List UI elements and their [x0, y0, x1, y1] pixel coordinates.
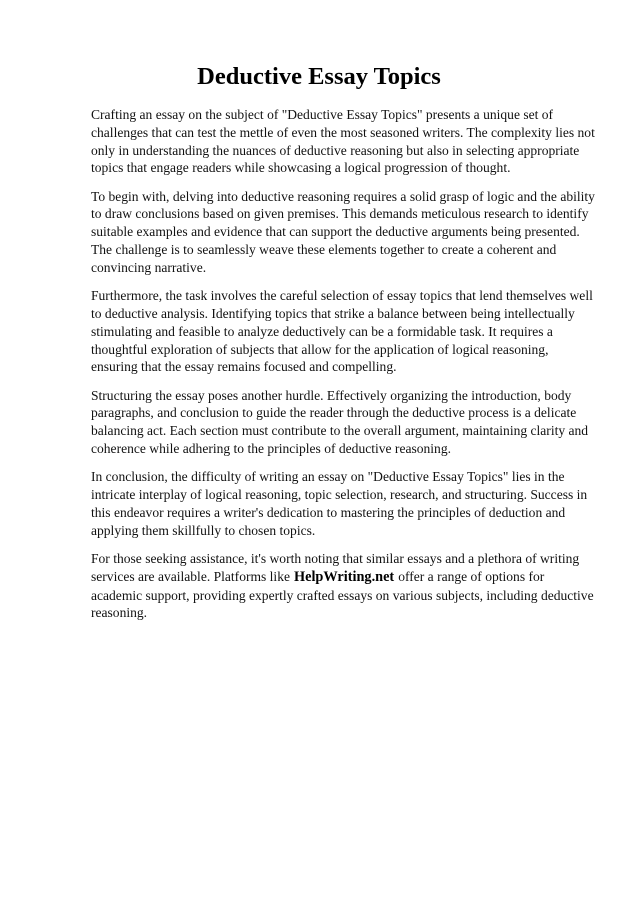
document-body	[91, 106, 596, 633]
helpwriting-link[interactable]: HelpWriting.net	[293, 568, 395, 585]
assistance-text-after: offer a range of options for academic support, providing expertly crafted essays on various subjects, including deductive reasoning.	[91, 568, 594, 621]
paragraph-structuring: Structuring the essay poses another hurdle. Effectively organizing the introduction, body paragraphs, and conclusion to guide the reader through the deductive process is a delicate balancing act. Each section must contribute to the overall argument, maintaining clarity and coherence while adhering to the principles of deductive reasoning.	[91, 387, 589, 457]
document-title: Deductive Essay Topics	[197, 63, 441, 90]
paragraph-deductive-reasoning: To begin with, delving into deductive reasoning requires a solid grasp of logic and the ability to draw conclusions based on given premises. This demands meticulous research to identify suitable examples and evidence that can support the deductive arguments being presented. The challenge is to seamlessly weave these elements together to create a coherent and convincing narrative.	[91, 188, 595, 275]
assistance-text-before: For those seeking assistance, it's worth noting that similar essays and a plethora of writing services are available. Platforms like	[91, 551, 580, 584]
paragraph-topic-selection: Furthermore, the task involves the careful selection of essay topics that lend themselves well to deductive analysis. Identifying topics that strike a balance between being intellectually stimulating and feasible to analyze deductively can be a formidable task. It requires a thoughtful exploration of subjects that allow for the application of logical reasoning, ensuring that the essay remains focused and compelling.	[91, 288, 593, 375]
paragraph-assistance	[91, 550, 596, 622]
paragraph-intro: Crafting an essay on the subject of "Deductive Essay Topics" presents a unique set of challenges that can test the mettle of even the most seasoned writers. The complexity lies not only in understanding the nuances of deductive reasoning but also in selecting appropriate topics that engage readers while showcasing a logical progression of thought.	[91, 107, 595, 176]
paragraph-conclusion: In conclusion, the difficulty of writing an essay on "Deductive Essay Topics" lies in the intricate interplay of logical reasoning, topic selection, research, and structuring. Success in this endeavor requires a writer's dedication to mastering the principles of deduction and applying them skillfully to chosen topics.	[91, 469, 588, 538]
